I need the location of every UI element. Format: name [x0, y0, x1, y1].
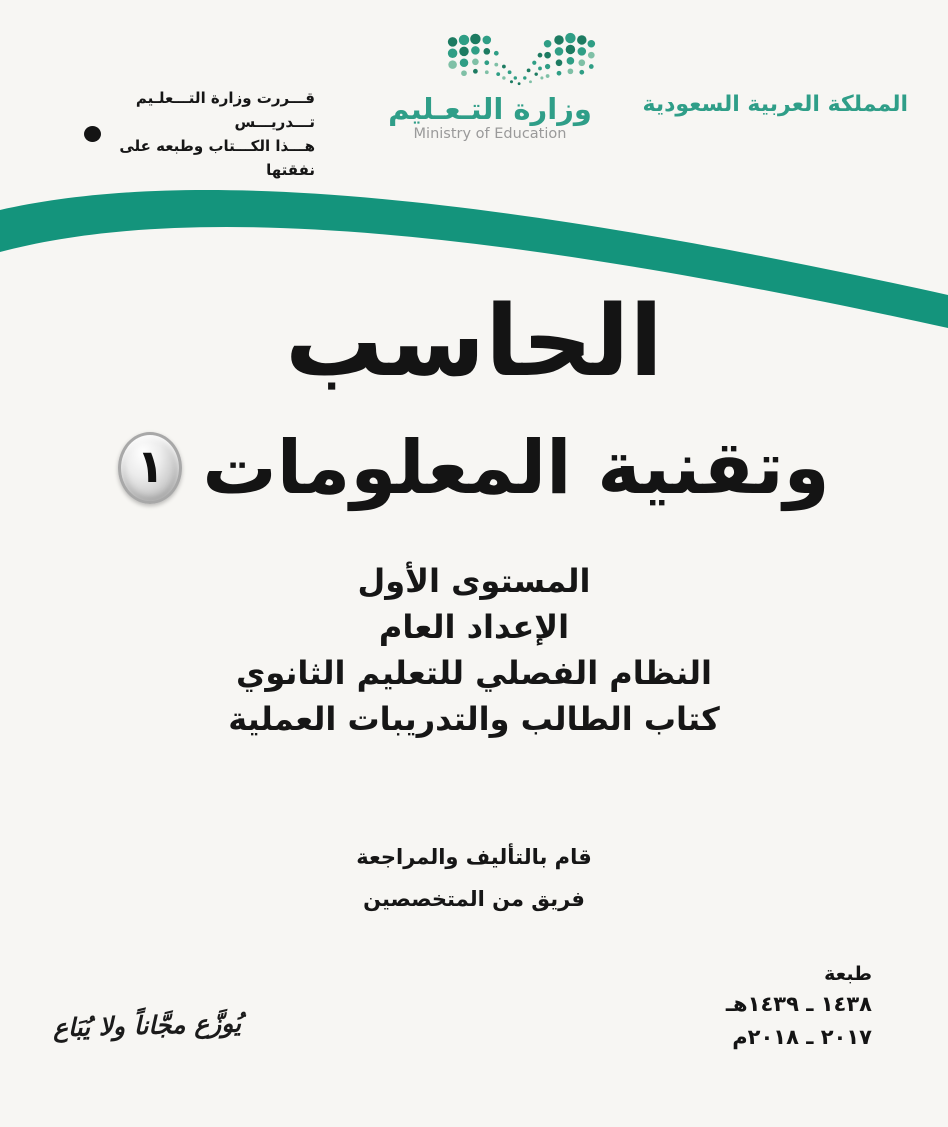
level-number-badge-icon [118, 432, 182, 504]
decision-statement-line2: هـــذا الكـــتاب وطبعه على نفقتها [119, 137, 315, 179]
subtitle-system: النظام الفصلي للتعليم الثانوي [236, 654, 712, 692]
ministry-dots-emblem-icon [445, 28, 597, 88]
edition-block [726, 960, 872, 1054]
book-title-line2-row [0, 424, 948, 513]
edition-hijri-years: ١٤٣٨ ـ ١٤٣٩هـ [725, 992, 872, 1016]
subtitle-block [0, 558, 948, 742]
ministry-wordmark-english: Ministry of Education [413, 126, 567, 142]
subtitle-book-type: كتاب الطالب والتدريبات العملية [228, 700, 720, 738]
subtitle-level: المستوى الأول [357, 562, 591, 600]
authors-block [0, 836, 948, 920]
authors-line1: قام بالتأليف والمراجعة [356, 845, 592, 869]
ministry-of-education-logo [385, 28, 595, 142]
decision-statement [84, 86, 315, 182]
edition-label: طبعة [824, 963, 872, 985]
book-title-line1: الحاسب [285, 285, 663, 399]
authors-line2: فريق من المتخصصين [363, 887, 585, 911]
ministry-wordmark-arabic: وزارة التـعـليم [388, 92, 592, 126]
decision-statement-line1: قـــررت وزارة التـــعلـيم تـــدريـــس [135, 89, 315, 131]
level-number: ١ [136, 439, 165, 494]
subtitle-track: الإعداد العام [378, 608, 570, 646]
book-title-line2: وتقنية المعلومات [202, 425, 830, 511]
bullet-icon [84, 126, 101, 142]
edition-gregorian-years: ٢٠١٧ ـ ٢٠١٨م [732, 1025, 872, 1049]
country-name: المملكة العربية السعودية [642, 92, 908, 117]
free-distribution-note: يُوزَّع مجَّاناً ولا يُبَاع [52, 1008, 242, 1043]
